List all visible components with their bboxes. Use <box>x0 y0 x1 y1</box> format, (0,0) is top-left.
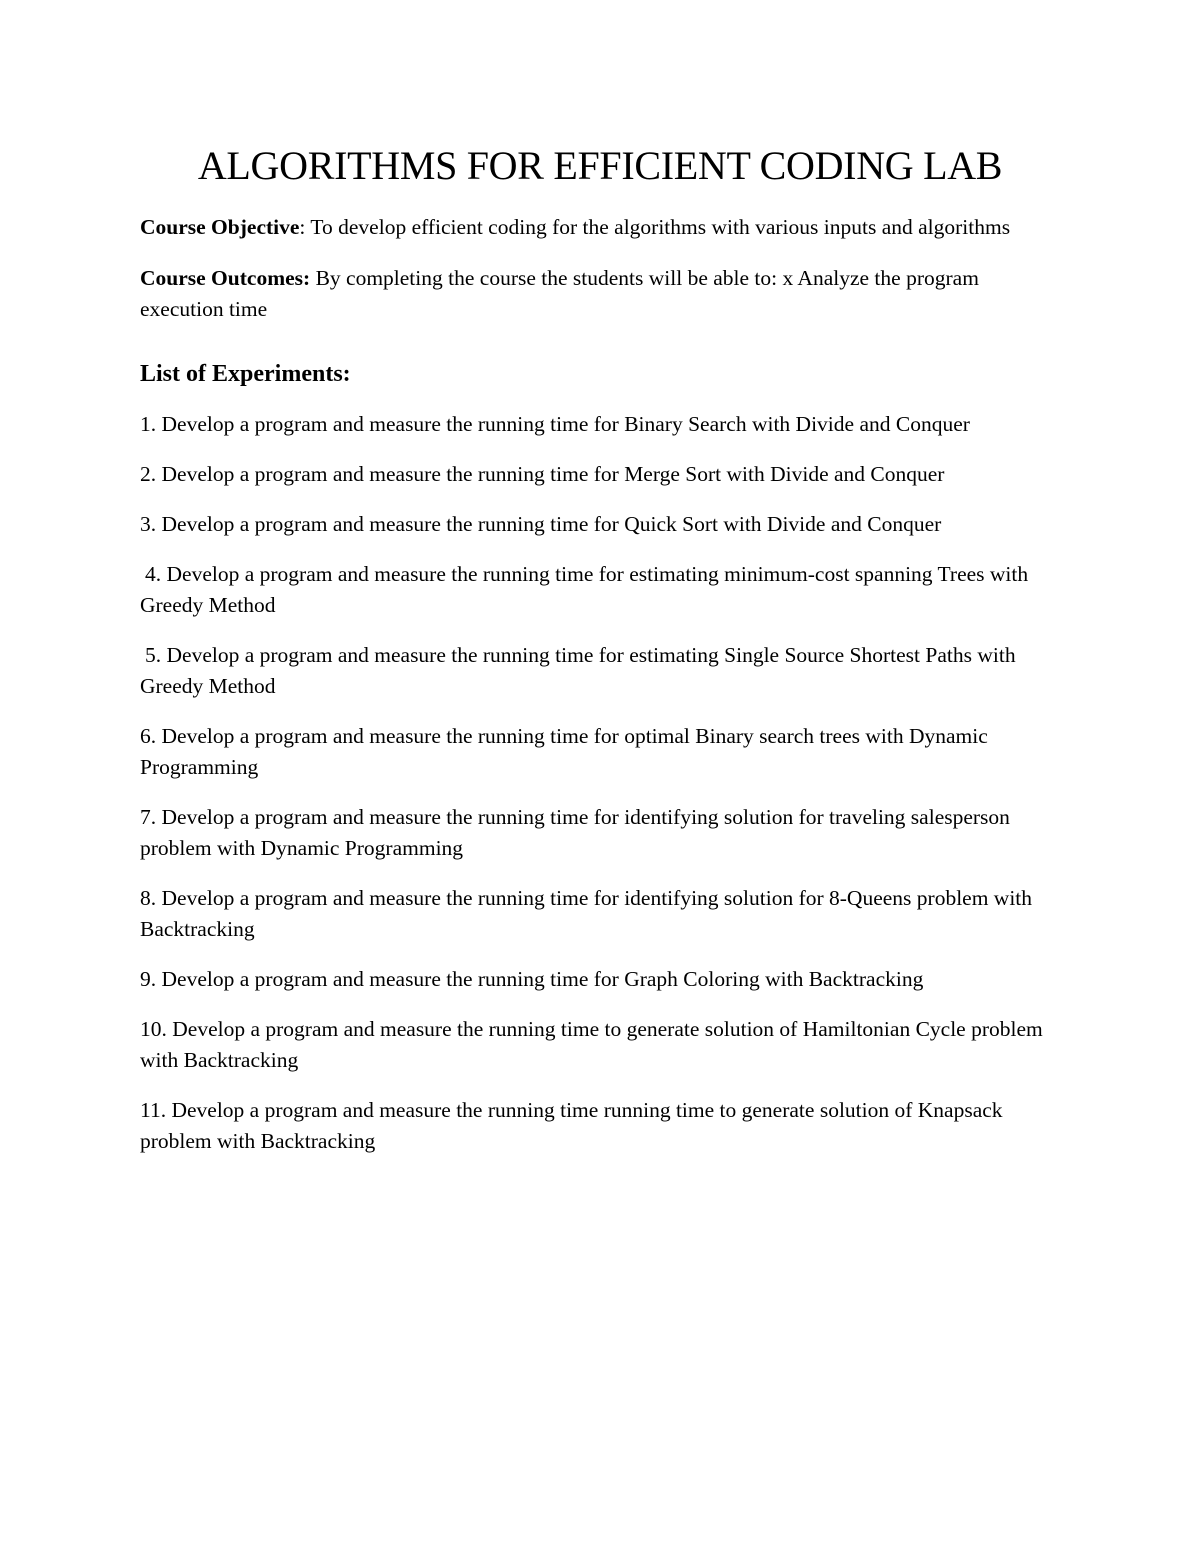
course-objective-label: Course Objective <box>140 215 300 239</box>
experiment-item-10: 10. Develop a program and measure the running time to generate solution of Hamiltonian Cycle problem with Backtracking <box>140 1017 1043 1072</box>
document-content <box>140 138 1060 1176</box>
course-outcomes-text: By completing the course the students will be able to: x Analyze the program execution time <box>140 266 979 321</box>
experiment-item-3: 3. Develop a program and measure the running time for Quick Sort with Divide and Conquer <box>140 512 942 536</box>
document-title: ALGORITHMS FOR EFFICIENT CODING LAB <box>197 143 1003 188</box>
experiment-item-4: 4. Develop a program and measure the running time for estimating minimum-cost spanning Trees with Greedy Method <box>140 562 1029 617</box>
course-outcomes-label: Course Outcomes: <box>140 266 311 290</box>
experiment-item-9: 9. Develop a program and measure the running time for Graph Coloring with Backtracking <box>140 967 924 991</box>
experiments-heading: List of Experiments: <box>140 361 351 387</box>
course-outcomes <box>140 263 1060 325</box>
experiment-list <box>140 409 1060 1157</box>
experiment-item-8: 8. Develop a program and measure the running time for identifying solution for 8-Queens problem with Backtracking <box>140 886 1033 941</box>
course-objective-text: : To develop efficient coding for the algorithms with various inputs and algorithms <box>299 215 1011 239</box>
experiment-item-11: 11. Develop a program and measure the running time running time to generate solution of Knapsack problem with Backtracking <box>140 1098 1003 1153</box>
experiment-item-2: 2. Develop a program and measure the running time for Merge Sort with Divide and Conquer <box>140 462 945 486</box>
experiment-item-6: 6. Develop a program and measure the running time for optimal Binary search trees with Dynamic Programming <box>140 724 988 779</box>
course-objective <box>140 212 1060 243</box>
experiment-item-1: 1. Develop a program and measure the running time for Binary Search with Divide and Conquer <box>140 412 970 436</box>
experiment-item-5: 5. Develop a program and measure the running time for estimating Single Source Shortest Paths with Greedy Method <box>140 643 1016 698</box>
experiment-item-7: 7. Develop a program and measure the running time for identifying solution for traveling salesperson problem with Dynamic Programming <box>140 805 1010 860</box>
